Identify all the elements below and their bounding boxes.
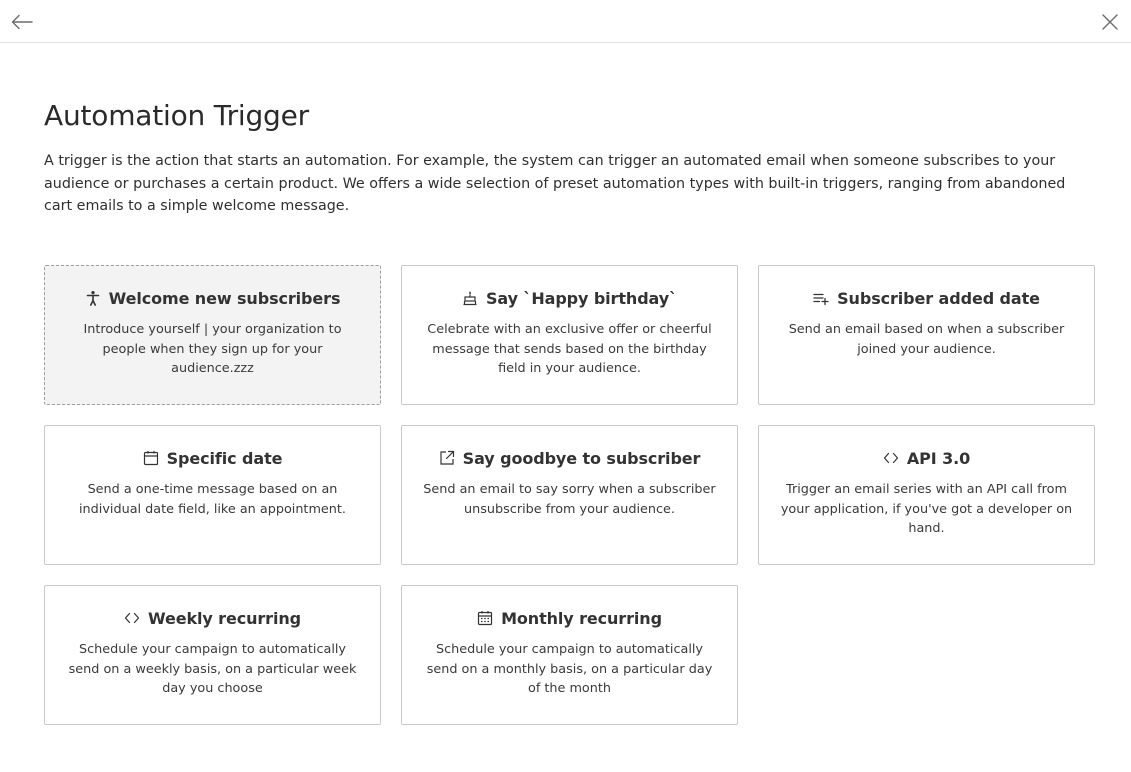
trigger-card-weekly-recurring[interactable]	[44, 585, 381, 725]
close-button[interactable]	[1097, 9, 1123, 35]
code-icon	[883, 450, 899, 466]
card-description: Send an email based on when a subscriber joined your audience.	[788, 322, 1065, 357]
page-header	[44, 96, 1095, 218]
arrow-left-icon	[11, 14, 33, 30]
playlist-add-icon	[813, 290, 829, 306]
card-header	[63, 448, 362, 468]
card-description: Schedule your campaign to automatically send on a monthly basis, on a particular day of the month	[426, 642, 713, 696]
cake-icon	[462, 290, 478, 306]
card-header	[420, 608, 719, 628]
external-link-icon	[439, 450, 455, 466]
card-description: Send a one-time message based on an individual date field, like an appointment.	[78, 482, 346, 517]
trigger-card-happy-birthday[interactable]	[401, 265, 738, 405]
trigger-card-subscriber-added-date[interactable]	[758, 265, 1095, 405]
top-bar	[0, 0, 1131, 43]
card-title: Weekly recurring	[147, 608, 302, 628]
card-title: Subscriber added date	[837, 288, 1040, 308]
trigger-card-api[interactable]	[758, 425, 1095, 565]
card-header	[777, 448, 1076, 468]
card-description: Introduce yourself | your organization to people when they sign up for your audience.zzz	[83, 322, 342, 376]
person-icon	[85, 290, 101, 306]
calendar-month-icon	[477, 610, 493, 626]
close-icon	[1101, 13, 1119, 31]
card-title: Say `Happy birthday`	[486, 288, 677, 308]
code-icon	[124, 610, 140, 626]
card-title: Say goodbye to subscriber	[462, 448, 701, 468]
calendar-icon	[143, 450, 159, 466]
card-title: Monthly recurring	[501, 608, 662, 628]
trigger-card-specific-date[interactable]	[44, 425, 381, 565]
trigger-card-monthly-recurring[interactable]	[401, 585, 738, 725]
card-header	[777, 288, 1076, 308]
card-header	[63, 288, 362, 308]
back-button[interactable]	[9, 9, 35, 35]
card-description: Celebrate with an exclusive offer or cheerful message that sends based on the birthday field in your audience.	[427, 322, 712, 376]
card-description: Send an email to say sorry when a subscriber unsubscribe from your audience.	[423, 482, 716, 517]
trigger-card-welcome-new-subscribers[interactable]	[44, 265, 381, 405]
card-header	[420, 288, 719, 308]
trigger-grid	[44, 265, 1095, 725]
page-title: Automation Trigger	[44, 99, 309, 132]
card-header	[420, 448, 719, 468]
card-title: API 3.0	[906, 448, 971, 468]
trigger-card-say-goodbye[interactable]	[401, 425, 738, 565]
card-description: Schedule your campaign to automatically send on a weekly basis, on a particular week day you choose	[68, 642, 357, 696]
page-description: A trigger is the action that starts an automation. For example, the system can trigger an automated email when someone subscribes to your audience or purchases a certain product. We offers a wide selection of preset automation types with built-in triggers, ranging from abandoned cart emails to a simple welcome message.	[44, 153, 1066, 214]
card-title: Specific date	[166, 448, 283, 468]
card-description: Trigger an email series with an API call from your application, if you've got a developer on hand.	[780, 482, 1073, 536]
card-header	[63, 608, 362, 628]
card-title: Welcome new subscribers	[108, 288, 341, 308]
